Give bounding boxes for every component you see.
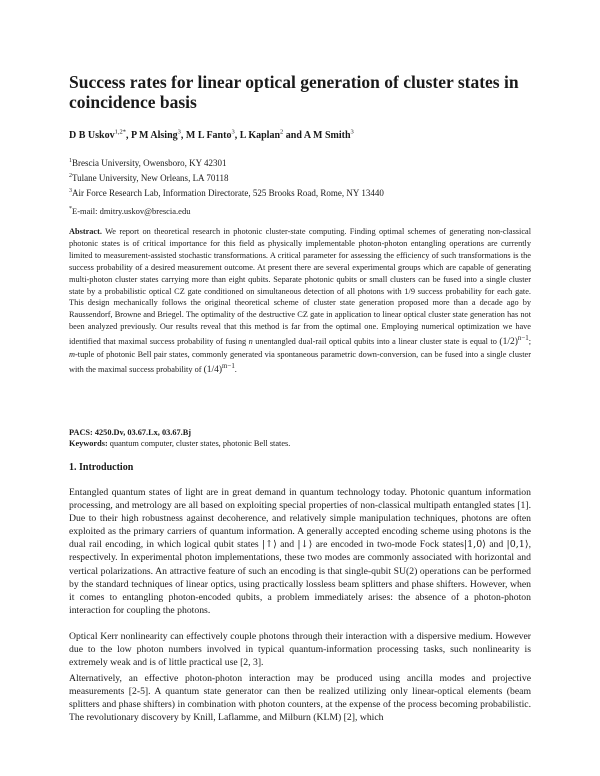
author-list <box>69 129 354 141</box>
affiliation: $^3$Air Force Research Lab, Information Directorate, 525 Brooks Road, Rome, NY 13440 <box>69 188 384 198</box>
author: P M Alsing$^3$, <box>130 129 186 142</box>
affiliation: $^1$Brescia University, Owensboro, KY 42301 <box>69 158 227 168</box>
intro-paragraph-3: Alternatively, an effective photon-photon interaction may be produced using ancilla modes and projective measurements [2-5]. A quantum state generator can then be realized utilizing only linear-optical elements (beam splitters and phase shifters) in combination with photon counters, at the expense of the process becoming probabilistic. The revolutionary discovery by Knill, Laflamme, and Milburn (KLM) [2], which <box>69 673 531 724</box>
abstract-label: Abstract. <box>69 227 102 236</box>
author: D B Uskov$^{1,2*}$, <box>69 129 131 142</box>
pacs-codes: PACS: 4250.Dv, 03.67.Lx, 03.67.Bj <box>69 428 191 437</box>
intro-paragraph-2: Optical Kerr nonlinearity can effectively couple photons through their interaction with a dispersive medium. However due to the low photon numbers involved in typical quantum-information processing tasks, such nonlinearity is extremely weak and is of little practical use [2, 3]. <box>69 631 531 669</box>
affiliation-list <box>69 155 384 200</box>
corresponding-email: *E-mail: dmitry.uskov@brescia.edu <box>69 206 191 216</box>
intro-paragraph-1: Entangled quantum states of light are in great demand in quantum technology today. Photonic quantum information processing, and metrology are all based on exploiting special properties of non-classical multipath entangled states [1]. Due to their high robustness against decoherence, and relatively simple manipulation techniques, photons are often exploited as the primary carriers of quantum information. A generally accepted encoding scheme using photons is the dual rail encoding, in which logical qubit states |↑⟩ and |↓⟩ are encoded in two-mode Fock states|1,0⟩ and |0,1⟩, respectively. In experimental photon implementations, these two modes are commonly associated with horizontal and vertical polarizations. An attractive feature of such an encoding is that single-qubit SU(2) operations can be performed by the standard techniques of linear optics, using practically lossless beam splitters and phase shifters. However, when it comes to entangling photon-encoded qubits, a problem immediately arises: the absence of a photon-photon interaction for coupling the photons. <box>69 487 531 616</box>
affiliation: $^2$Tulane University, New Orleans, LA 70118 <box>69 173 229 183</box>
paper-title: Success rates for linear optical generation of cluster states in coincidence basis <box>69 72 519 112</box>
section-heading-introduction: 1. Introduction <box>69 462 134 473</box>
author: A M Smith$^3$ <box>303 129 354 142</box>
keywords: Keywords: quantum computer, cluster states, photonic Bell states. <box>69 439 291 448</box>
success-formula-m: $(1/4)^{m-1}$ <box>203 362 235 375</box>
author: M L Fanto$^3$, <box>185 129 240 142</box>
success-formula-n: $(1/2)^{n-1}$ <box>499 335 529 347</box>
author: L Kaplan$^2$ and <box>239 129 304 142</box>
abstract: Abstract. We report on theoretical research in photonic cluster-state computing. Finding optimal schemes of generating non-classical photonic states is of critical importance for this field as physically implementable photon-photon entangling operations are currently limited to measurement-assisted stochastic transformations. A critical parameter for assessing the efficiency of such transformations is the success probability of a desired measurement outcome. At present there are several experimental groups which are capable of generating multi-photon cluster states carrying more than eight qubits. Separate photonic qubits or small clusters can be fused into a single cluster state by a probabilistic optical CZ gate conditioned on simultaneous detection of all photons with 1/9 success probability for each gate. This design mechanically follows the original theoretical scheme of cluster state generation proposed more than a decade ago by Raussendorf, Browne and Briegel. The optimality of the destructive CZ gate in application to linear optical cluster state generation has not been analyzed previously. Our results reveal that this method is far from the optimal one. Employing numerical optimization we have identified that maximal success probability of fusing n unentangled dual-rail optical qubits into a linear cluster state is equal to $(1/2)^{n-1}$; m-tuple of photonic Bell pair states, commonly generated via spontaneous parametric down-conversion, can be fused into a single cluster with the maximal success probability of $(1/4)^{m-1}$. <box>69 227 532 375</box>
